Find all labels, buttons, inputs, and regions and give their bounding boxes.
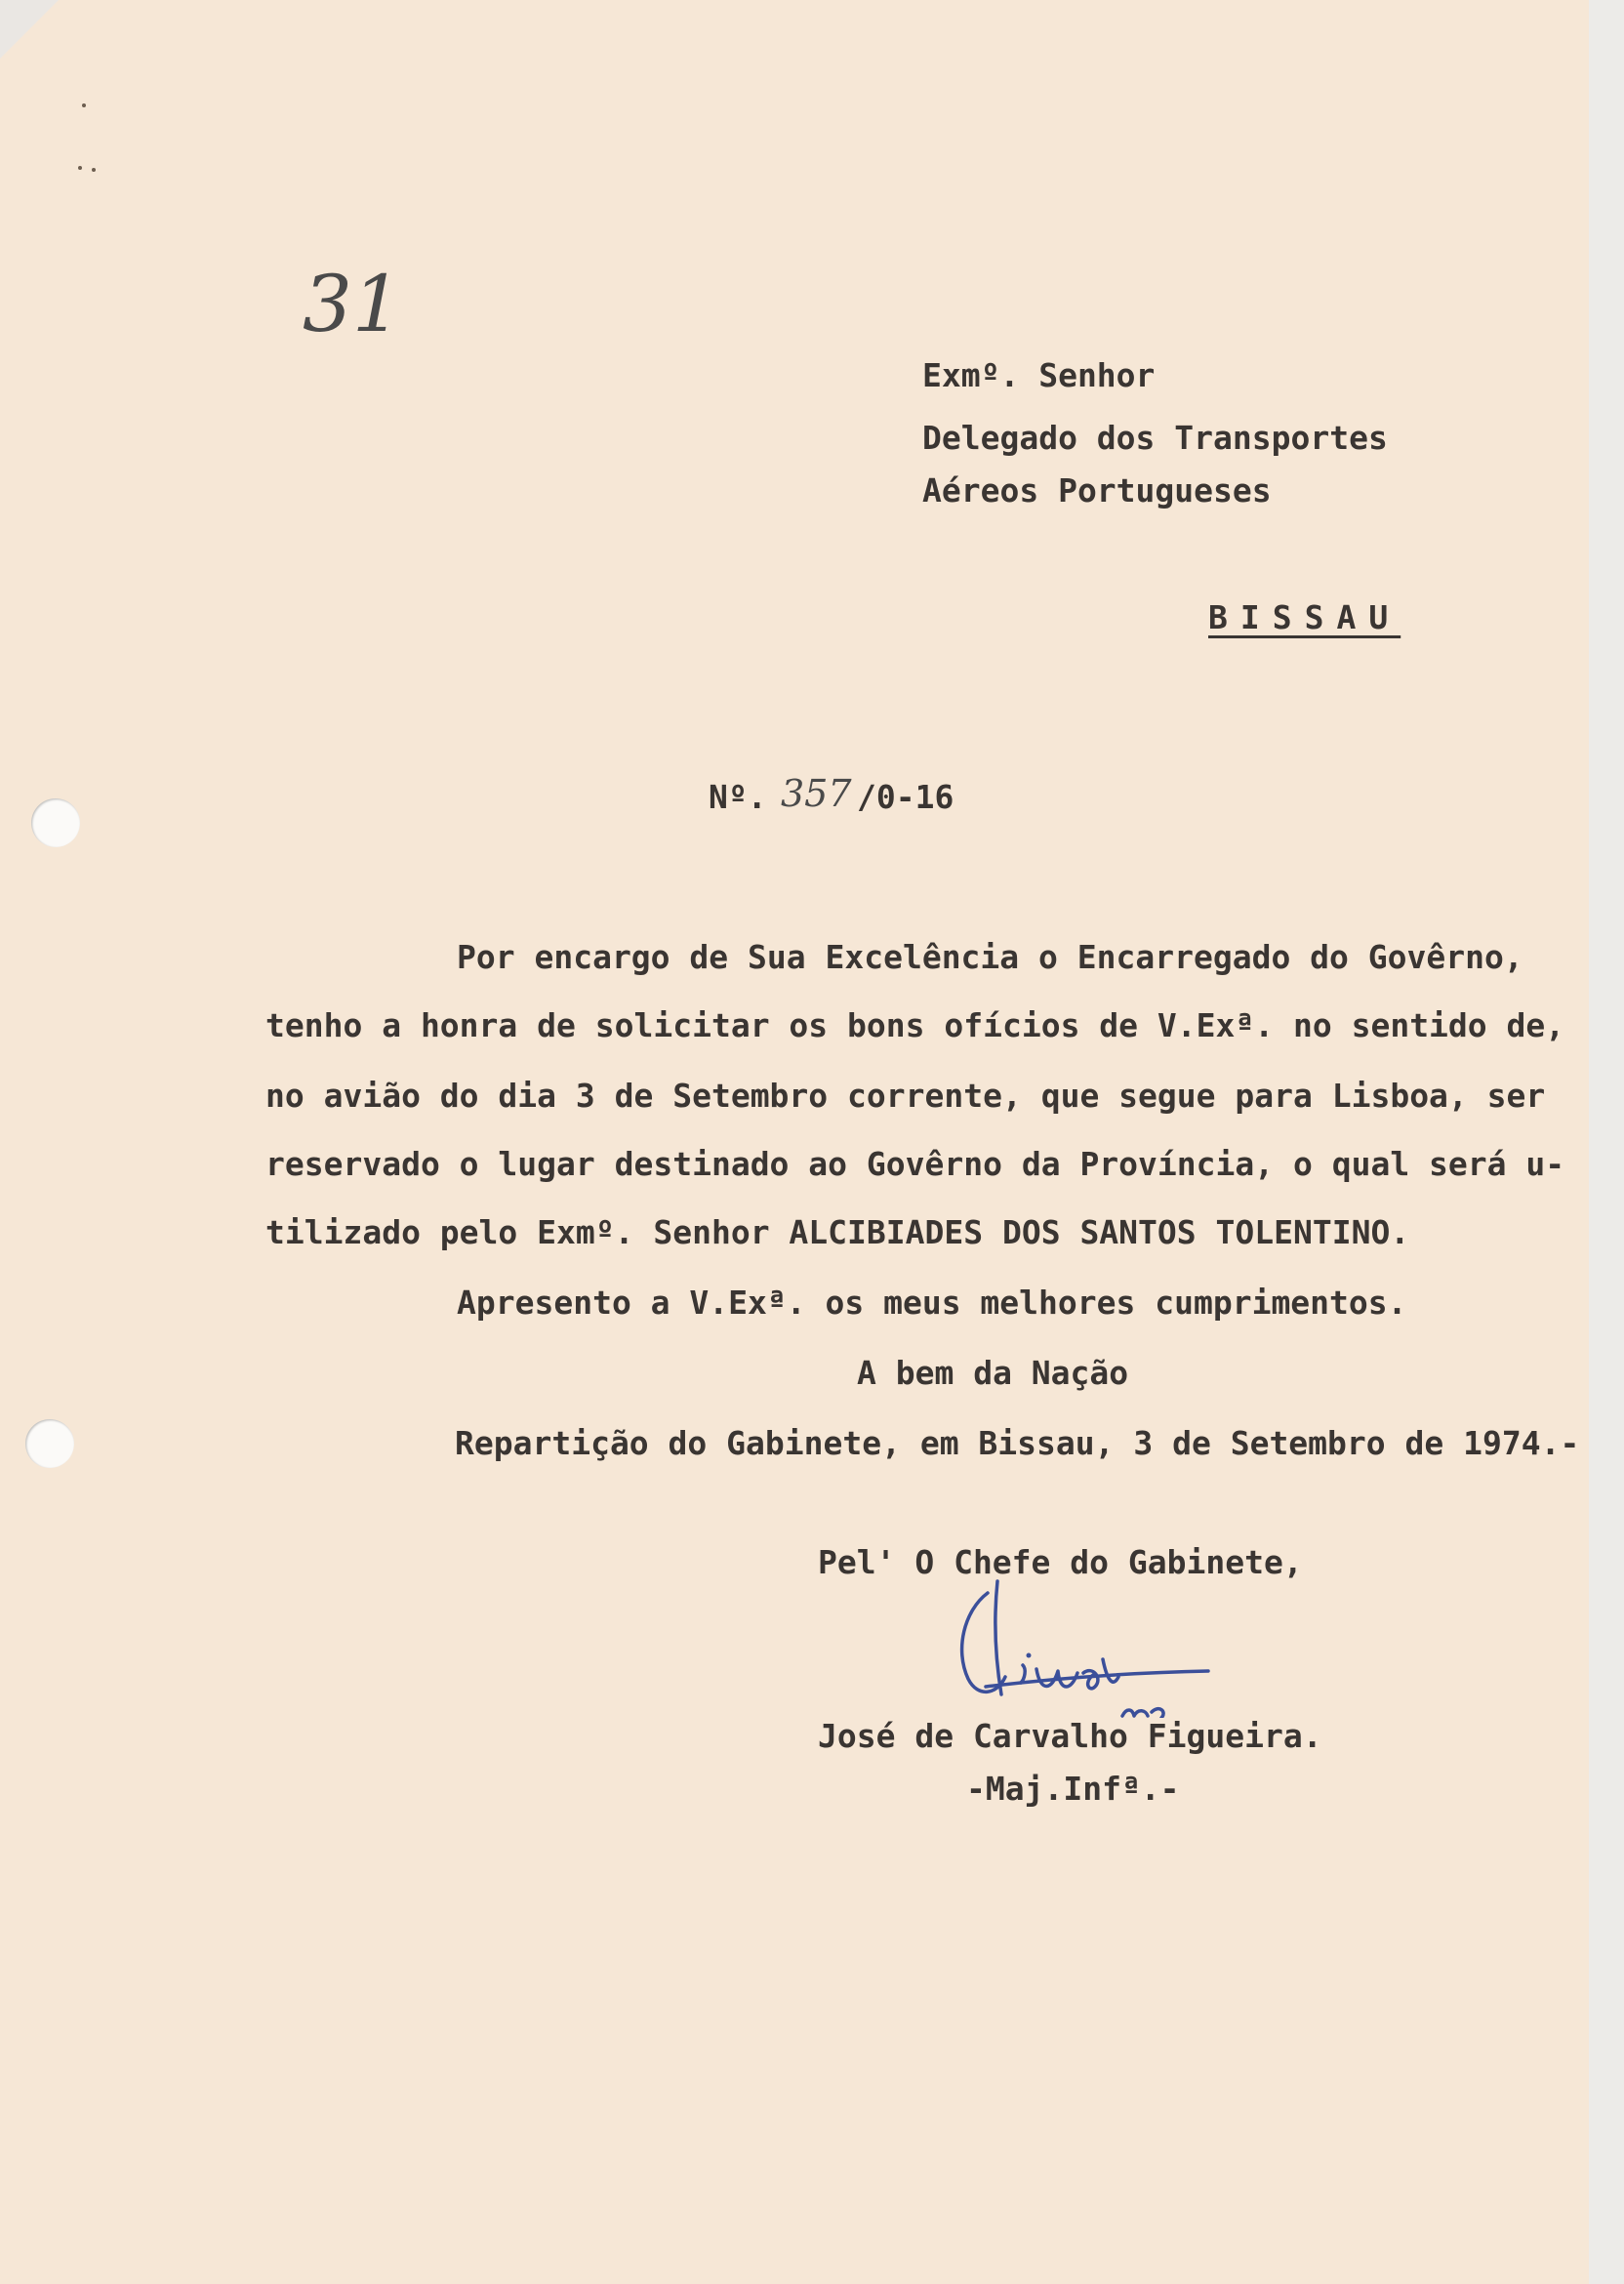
place-and-date: Repartição do Gabinete, em Bissau, 3 de Setembro de 1974.-	[455, 1424, 1580, 1462]
ink-speck	[82, 103, 86, 107]
body-line-4: reservado o lugar destinado ao Govêrno da Província, o qual será u-	[265, 1145, 1565, 1183]
addressee-city: BISSAU	[1208, 598, 1401, 636]
addressee-line-2: Delegado dos Transportes	[922, 419, 1388, 457]
folio-number: 31	[303, 259, 402, 349]
body-line-2: tenho a honra de solicitar os bons ofícios de V.Exª. no sentido de,	[265, 1006, 1565, 1044]
punch-hole-bottom	[25, 1419, 74, 1468]
scan-margin	[1589, 0, 1624, 2284]
addressee-line-3: Aéreos Portugueses	[922, 471, 1272, 510]
handwritten-signature	[947, 1571, 1239, 1718]
ink-speck	[78, 166, 82, 170]
reference-prefix: Nº.	[709, 778, 767, 816]
body-line-5: tilizado pelo Exmº. Senhor ALCIBIADES DOS SANTOS TOLENTINO.	[265, 1213, 1410, 1251]
punch-hole-top	[31, 798, 80, 847]
signature-title: Pel' O Chefe do Gabinete,	[818, 1543, 1303, 1581]
addressee-line-1: Exmº. Senhor	[922, 356, 1156, 394]
folded-corner	[0, 0, 59, 59]
reference-handwritten-number: 357	[781, 772, 852, 815]
courtesy-line: Apresento a V.Exª. os meus melhores cumprimentos.	[457, 1284, 1407, 1322]
salutation: A bem da Nação	[857, 1354, 1129, 1392]
body-line-1: Por encargo de Sua Excelência o Encarregado do Govêrno,	[457, 938, 1523, 976]
ink-speck	[92, 168, 96, 172]
reference-suffix: /0-16	[857, 778, 954, 816]
signatory-rank: -Maj.Infª.-	[966, 1770, 1180, 1808]
body-line-3: no avião do dia 3 de Setembro corrente, que segue para Lisboa, ser	[265, 1077, 1546, 1115]
signatory-name: José de Carvalho Figueira.	[818, 1717, 1322, 1755]
